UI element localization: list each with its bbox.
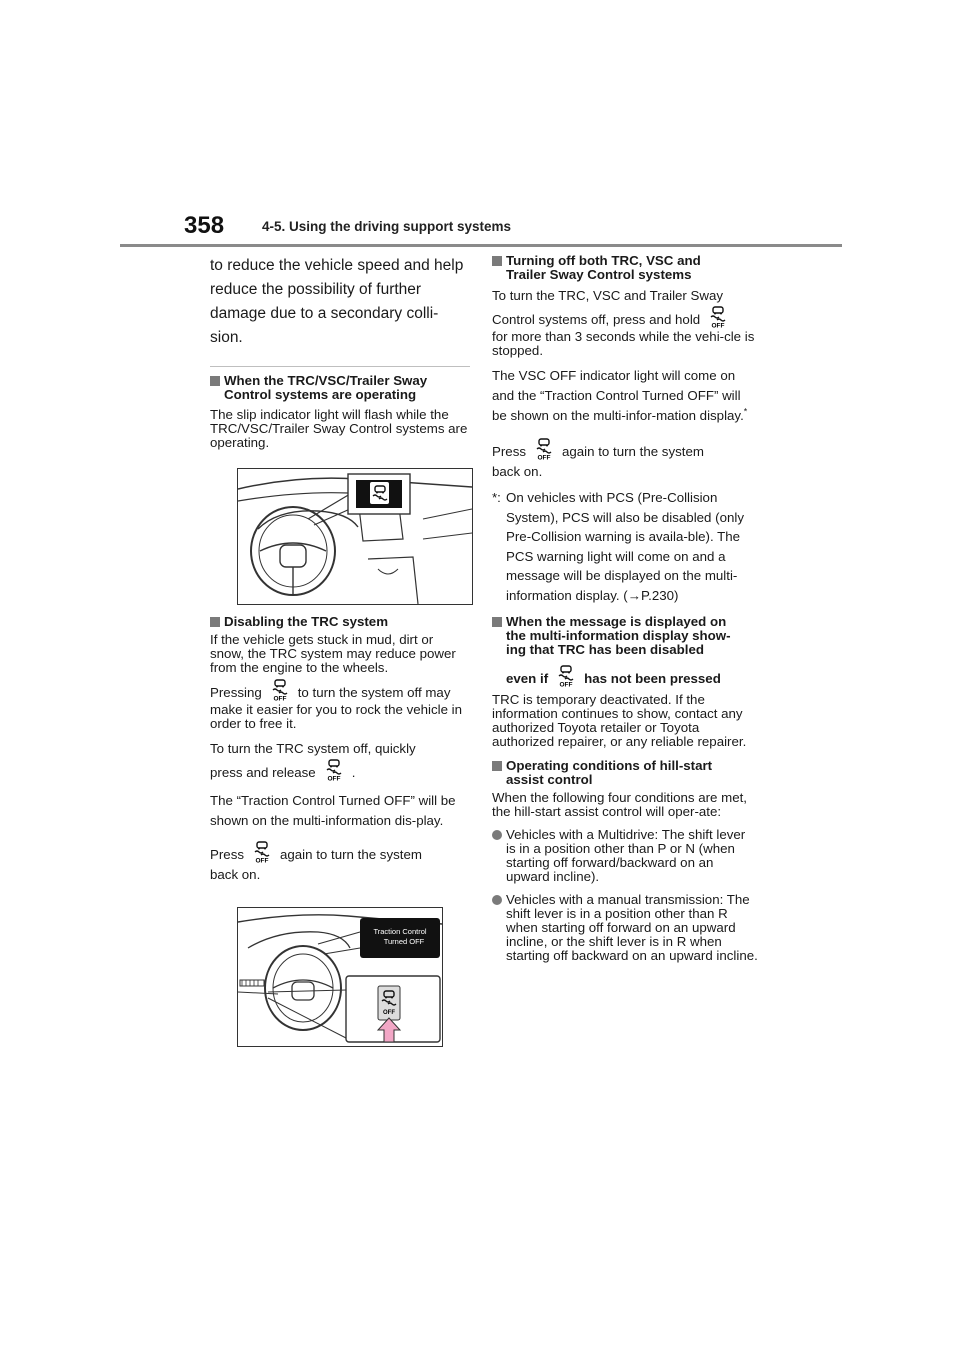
disabling-p3	[210, 739, 470, 783]
off-label: OFF	[273, 695, 287, 701]
text: .	[351, 765, 356, 780]
text: Pressing	[210, 685, 262, 700]
heading-line: Control systems are operating	[224, 387, 417, 402]
dashboard-switch-illustration	[238, 908, 442, 1046]
both-p3	[492, 438, 758, 482]
hill-intro: When the following four conditions are met, the hill-start assist control will oper-ate:	[492, 790, 747, 819]
heading-line: Trailer Sway Control systems	[506, 267, 692, 282]
heading-line: ing that TRC has been disabled	[506, 642, 704, 657]
text: To turn the TRC system off, quickly	[210, 741, 416, 756]
off-label: OFF	[537, 454, 551, 460]
off-label: OFF	[559, 681, 573, 687]
text: back on.	[492, 464, 543, 479]
footnote-mark: *:	[492, 490, 501, 505]
vsc-off-switch-icon	[708, 306, 728, 328]
section-title: 4-5. Using the driving support systems	[262, 219, 512, 234]
list-item-text: Vehicles with a manual transmission: The shift lever is in a position other than R when starting off forward on an upward incline, or the shift lever is in R when starting off backward on an upward incline.	[506, 892, 758, 963]
vsc-off-switch-icon	[534, 438, 554, 460]
heading-line: Disabling the TRC system	[224, 614, 389, 629]
heading-line: When the message is displayed on	[506, 614, 727, 629]
heading-disabling	[210, 615, 470, 629]
text: To turn the TRC, VSC and Trailer Sway	[492, 288, 724, 303]
heading-message-displayed	[492, 615, 758, 689]
heading-line: assist control	[506, 772, 593, 787]
text: again to turn the system	[562, 444, 704, 459]
square-bullet-icon	[492, 761, 502, 771]
left-column	[210, 254, 470, 1047]
off-label: OFF	[383, 1010, 395, 1016]
list-item	[492, 893, 758, 963]
footnote-marker: *	[743, 406, 748, 417]
right-column	[492, 254, 758, 963]
figure-slip-indicator	[237, 468, 473, 605]
disabling-p4: The “Traction Control Turned OFF” will be shown on the multi-information dis-play.	[210, 793, 456, 828]
disabling-p2-cont: make it easier for you to rock the vehicle in order to free it.	[210, 702, 463, 731]
heading-line: Turning off both TRC, VSC and	[506, 253, 701, 268]
figure-traction-control-off	[237, 907, 443, 1047]
square-bullet-icon	[492, 617, 502, 627]
off-label: OFF	[711, 322, 725, 328]
list-item-text: Vehicles with a Multidrive: The shift lever is in a position other than P or N (when starting off forward/backward on an upward incline).	[506, 827, 746, 884]
disabling-p5	[210, 841, 470, 885]
both-p1-cont: for more than 3 seconds while the vehi-cle is stopped.	[492, 329, 755, 358]
square-bullet-icon	[492, 256, 502, 266]
message-body: TRC is temporary deactivated. If the information continues to show, contact any authorized Toyota retailer or Toyota authorized repairer, or any reliable repairer.	[492, 692, 747, 749]
operating-body: The slip indicator light will flash while the TRC/VSC/Trailer Sway Control systems are operating.	[210, 407, 468, 450]
lead-paragraph: to reduce the vehicle speed and help reduce the possibility of further damage due to a secondary colli-sion.	[210, 257, 464, 346]
heading-line: has not been pressed	[584, 671, 721, 686]
heading-operating	[210, 374, 470, 402]
square-bullet-icon	[210, 376, 220, 386]
heading-turn-off-both	[492, 254, 758, 282]
vsc-off-switch-icon	[324, 759, 344, 781]
round-bullet-icon	[492, 830, 502, 840]
square-bullet-icon	[210, 617, 220, 627]
text: Control systems off, press and hold	[492, 312, 701, 327]
heading-line: When the TRC/VSC/Trailer Sway	[224, 373, 428, 388]
text: again to turn the system	[280, 847, 422, 862]
off-label: OFF	[327, 775, 341, 781]
heading-line: Operating conditions of hill-start	[506, 758, 713, 773]
vsc-off-switch-icon	[556, 665, 576, 687]
heading-line: even if	[506, 671, 549, 686]
disabling-p2	[210, 679, 470, 703]
text: The VSC OFF indicator light will come on and the “Traction Control Turned OFF” will be shown on the multi-infor-mation display.	[492, 368, 744, 423]
footnote	[492, 488, 758, 605]
heading-hill-start	[492, 759, 758, 787]
round-bullet-icon	[492, 895, 502, 905]
text: press and release	[210, 765, 316, 780]
off-label: OFF	[255, 857, 269, 863]
header-rule	[120, 244, 842, 247]
list-item	[492, 828, 758, 884]
divider	[210, 366, 470, 367]
text: Press	[210, 847, 244, 862]
page-number: 358	[184, 212, 225, 239]
display-text: Turned OFF	[383, 937, 425, 946]
vsc-off-switch-icon	[252, 841, 272, 863]
both-p1	[492, 286, 758, 330]
text: to turn the system off may	[297, 685, 451, 700]
dashboard-illustration	[238, 469, 472, 604]
display-text: Traction Control	[373, 927, 427, 936]
both-p2	[492, 366, 758, 426]
disabling-p1: If the vehicle gets stuck in mud, dirt or snow, the TRC system may reduce power from the engine to the wheels.	[210, 632, 456, 675]
heading-line: the multi-information display show-	[506, 628, 731, 643]
text: back on.	[210, 867, 261, 882]
text: Press	[492, 444, 526, 459]
vsc-off-switch-icon	[270, 679, 290, 701]
footnote-text: On vehicles with PCS (Pre-Collision System), PCS will also be disabled (only Pre-Collision warning is availa-ble). The PCS warning light will come on and a message will be displayed on the multi-information display. (→P.230)	[506, 490, 744, 603]
